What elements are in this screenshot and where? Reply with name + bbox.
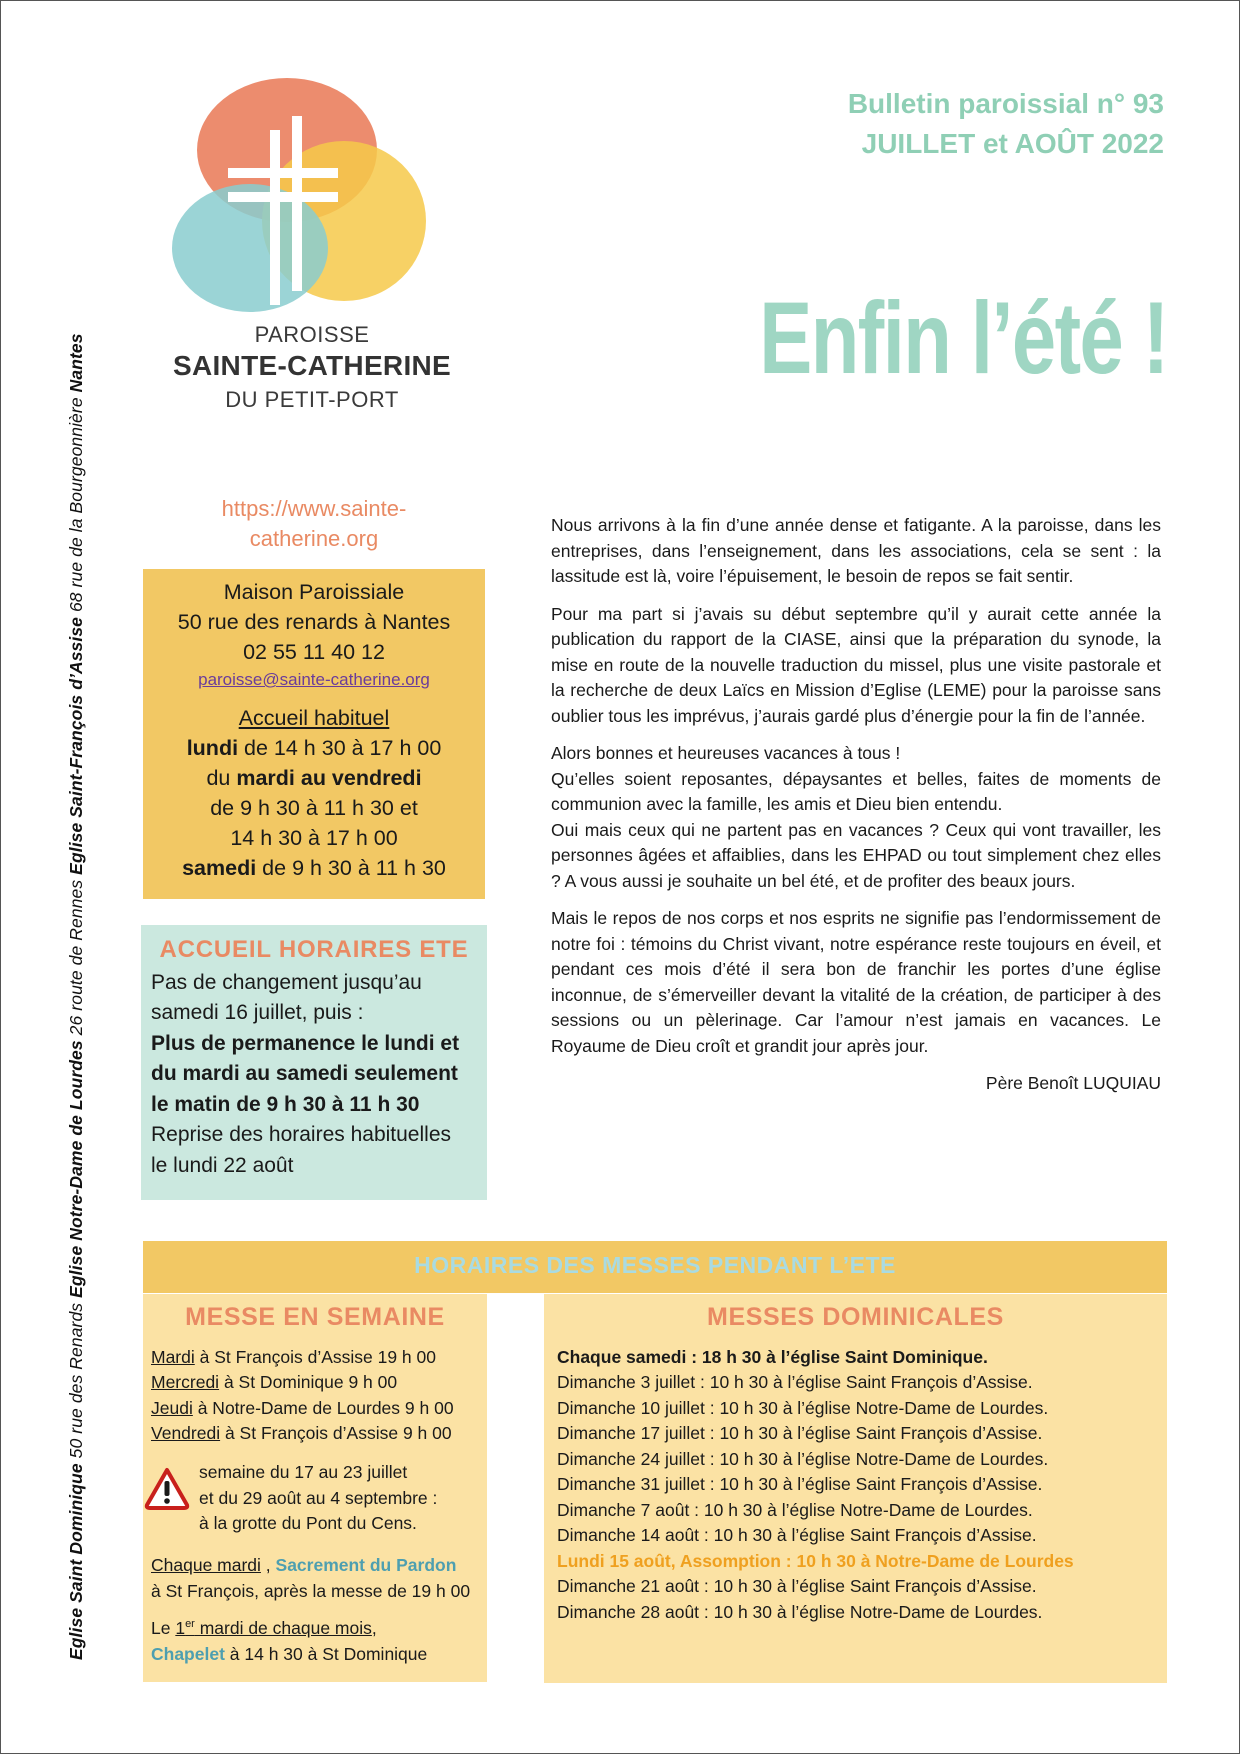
- paragraph-line: Alors bonnes et heureuses vacances à tous !: [551, 743, 901, 763]
- paragraph: Oui mais ceux qui ne partent pas en vacances ? Ceux qui vont travailler, les personnes âgées et affaiblies, dans les EHPAD ou tout simplement chez elles ? A vous aussi je souhaite un bel été, et de profiter des beaux jours.: [551, 819, 1161, 891]
- assomption-row: Lundi 15 août, Assomption : 10 h 30 à Notre-Dame de Lourdes: [557, 1550, 1074, 1571]
- warning-icon: [144, 1467, 190, 1511]
- hours-line: samedi de 9 h 30 à 11 h 30: [182, 856, 446, 880]
- hours-line: du mardi au vendredi: [206, 766, 422, 790]
- church-name: Eglise Notre-Dame de Lourdes: [66, 1040, 86, 1298]
- accueil-ete-title: ACCUEIL HORAIRES ETE: [159, 936, 469, 963]
- ete-line: le lundi 22 août: [151, 1153, 294, 1177]
- website-line: https://www.sainte-: [221, 496, 407, 521]
- samedi-row: Chaque samedi : 18 h 30 à l’église Saint Dominique.: [557, 1346, 988, 1367]
- messes-dominicales-box: [544, 1294, 1167, 1683]
- warning-line: semaine du 17 au 23 juillet: [199, 1462, 408, 1482]
- maison-email-link[interactable]: paroisse@sainte-catherine.org: [198, 670, 430, 689]
- hours-line: de 9 h 30 à 11 h 30 et: [210, 796, 418, 820]
- sunday-row: Dimanche 7 août : 10 h 30 à l’église Notre-Dame de Lourdes.: [557, 1499, 1033, 1520]
- ete-line: Pas de changement jusqu’au: [151, 970, 422, 994]
- sunday-list: [544, 1345, 1167, 1626]
- church-address: 68 rue de la Bourgeonnière: [66, 392, 86, 618]
- hours-line: lundi de 14 h 30 à 17 h 00: [186, 736, 442, 760]
- logo-line-sainte-catherine: SAINTE-CATHERINE: [172, 350, 452, 381]
- sunday-row: Dimanche 14 août : 10 h 30 à l’église Saint François d’Assise.: [557, 1525, 1037, 1545]
- editorial-letter: [551, 513, 1161, 1097]
- hours-line: 14 h 30 à 17 h 00: [230, 826, 398, 850]
- weekday-row: Jeudi à Notre-Dame de Lourdes 9 h 00: [151, 1397, 454, 1418]
- pardon-chapelet-info: [151, 1553, 485, 1667]
- signature: Père Benoît LUQUIAU: [985, 1073, 1161, 1093]
- warning-line: à la grotte du Pont du Cens.: [199, 1513, 417, 1533]
- chapelet-line: Le 1er mardi de chaque mois,: [151, 1618, 377, 1638]
- weekday-row: Mardi à St François d’Assise 19 h 00: [151, 1346, 436, 1367]
- weekday-list: [143, 1345, 487, 1447]
- church-address: 50 rue des Renards: [66, 1297, 86, 1464]
- paragraph: Mais le repos de nos corps et nos esprits ne signifie pas l’endormissement de notre foi : témoins du Christ vivant, notre espérance reste toujours en éveil, et pendant ces mois d’été il sera bon de franchir les portes d’une église inconnue, de s’émerveiller devant la vitalité de la création, de participer à des sessions ou un pèlerinage. Car l’amour n’est jamais en vacances. Le Royaume de Dieu croît et grandit jour après jour.: [551, 908, 1161, 1056]
- sunday-row: Dimanche 24 juillet : 10 h 30 à l’église Notre-Dame de Lourdes.: [557, 1448, 1049, 1469]
- pardon-line: Chaque mardi , Sacrement du Pardon: [151, 1555, 457, 1575]
- sunday-row: Dimanche 28 août : 10 h 30 à l’église Notre-Dame de Lourdes.: [557, 1601, 1043, 1622]
- ete-line: Plus de permanence le lundi et: [151, 1031, 460, 1055]
- sunday-row: Dimanche 17 juillet : 10 h 30 à l’église Saint François d’Assise.: [557, 1423, 1043, 1443]
- ete-line: du mardi au samedi seulement: [151, 1062, 458, 1085]
- sunday-row: Dimanche 10 juillet : 10 h 30 à l’église Notre-Dame de Lourdes.: [557, 1397, 1049, 1418]
- website-link[interactable]: [170, 494, 458, 554]
- weekday-row: Mercredi à St Dominique 9 h 00: [151, 1372, 398, 1392]
- paragraph: Nous arrivons à la fin d’une année dense et fatigante. A la paroisse, dans les entreprises, dans l’enseignement, dans les associations, cela se sent : la lassitude est là, voire l’épuisement, le besoin de repos se fait sentir.: [551, 515, 1161, 586]
- messes-header-title: HORAIRES DES MESSES PENDANT L’ETE: [414, 1252, 896, 1278]
- maison-address: 50 rue des renards à Nantes: [177, 610, 451, 634]
- chapelet-line: Chapelet à 14 h 30 à St Dominique: [151, 1643, 428, 1664]
- warning-text: [199, 1460, 484, 1537]
- paragraph-line: Qu’elles soient reposantes, dépaysantes et belles, faites de moments de communion avec la famille, les amis et Dieu bien entendu.: [551, 768, 1161, 814]
- bulletin-header: [848, 84, 1164, 164]
- paragraph: [551, 741, 1161, 818]
- church-addresses-sidebar: [66, 290, 87, 1660]
- accueil-habituel-title: Accueil habituel: [238, 706, 390, 730]
- paragraph: Pour ma part si j’avais su début septembre qu’il y aurait cette année la publication du rapport de la CIASE, ainsi que la préparation du synode, la mise en route de la nouvelle traduction du missel, plus une visite pastorale et la recherche de deux Laïcs en Mission d’Eglise (LEME) pour la paroisse sans oublier tous les imprévus, j’aurais gardé plus d’énergie pour la fin de l’année.: [551, 603, 1161, 726]
- sunday-row: Dimanche 21 août : 10 h 30 à l’église Saint François d’Assise.: [557, 1576, 1037, 1596]
- pardon-line: à St François, après la messe de 19 h 00: [151, 1580, 471, 1601]
- maison-phone: 02 55 11 40 12: [243, 640, 385, 664]
- ete-line: samedi 16 juillet, puis :: [151, 1001, 364, 1024]
- ete-line: le matin de 9 h 30 à 11 h 30: [151, 1092, 420, 1116]
- messe-semaine-title: MESSE EN SEMAINE: [185, 1303, 445, 1331]
- weekday-row: Vendredi à St François d’Assise 9 h 00: [151, 1423, 452, 1443]
- ete-line: Reprise des horaires habituelles: [151, 1123, 451, 1146]
- parish-logo-icon: [172, 78, 442, 313]
- headline: Enfin l’été !: [759, 281, 1168, 395]
- sunday-row: Dimanche 3 juillet : 10 h 30 à l’église Saint François d’Assise.: [557, 1372, 1033, 1392]
- website-line: catherine.org: [249, 526, 379, 551]
- maison-title: Maison Paroissiale: [223, 580, 405, 604]
- church-name: Eglise Saint-François d’Assise: [66, 617, 86, 875]
- sunday-row: Dimanche 31 juillet : 10 h 30 à l’église Saint François d’Assise.: [557, 1474, 1043, 1494]
- warning-line: et du 29 août au 4 septembre :: [199, 1487, 438, 1508]
- logo-line-petit-port: DU PETIT-PORT: [225, 387, 399, 412]
- logo-line-paroisse: PAROISSE: [254, 322, 370, 347]
- church-name: Eglise Saint Dominique: [66, 1463, 86, 1660]
- bulletin-date: JUILLET et AOÛT 2022: [861, 128, 1164, 159]
- accueil-ete-box: [141, 925, 487, 1200]
- city-name: Nantes: [66, 333, 86, 393]
- messes-dominicales-title: MESSES DOMINICALES: [707, 1303, 1004, 1331]
- bulletin-number: Bulletin paroissial n° 93: [847, 88, 1164, 119]
- maison-paroissiale-box: [143, 569, 485, 899]
- church-address: 26 route de Rennes: [66, 874, 86, 1041]
